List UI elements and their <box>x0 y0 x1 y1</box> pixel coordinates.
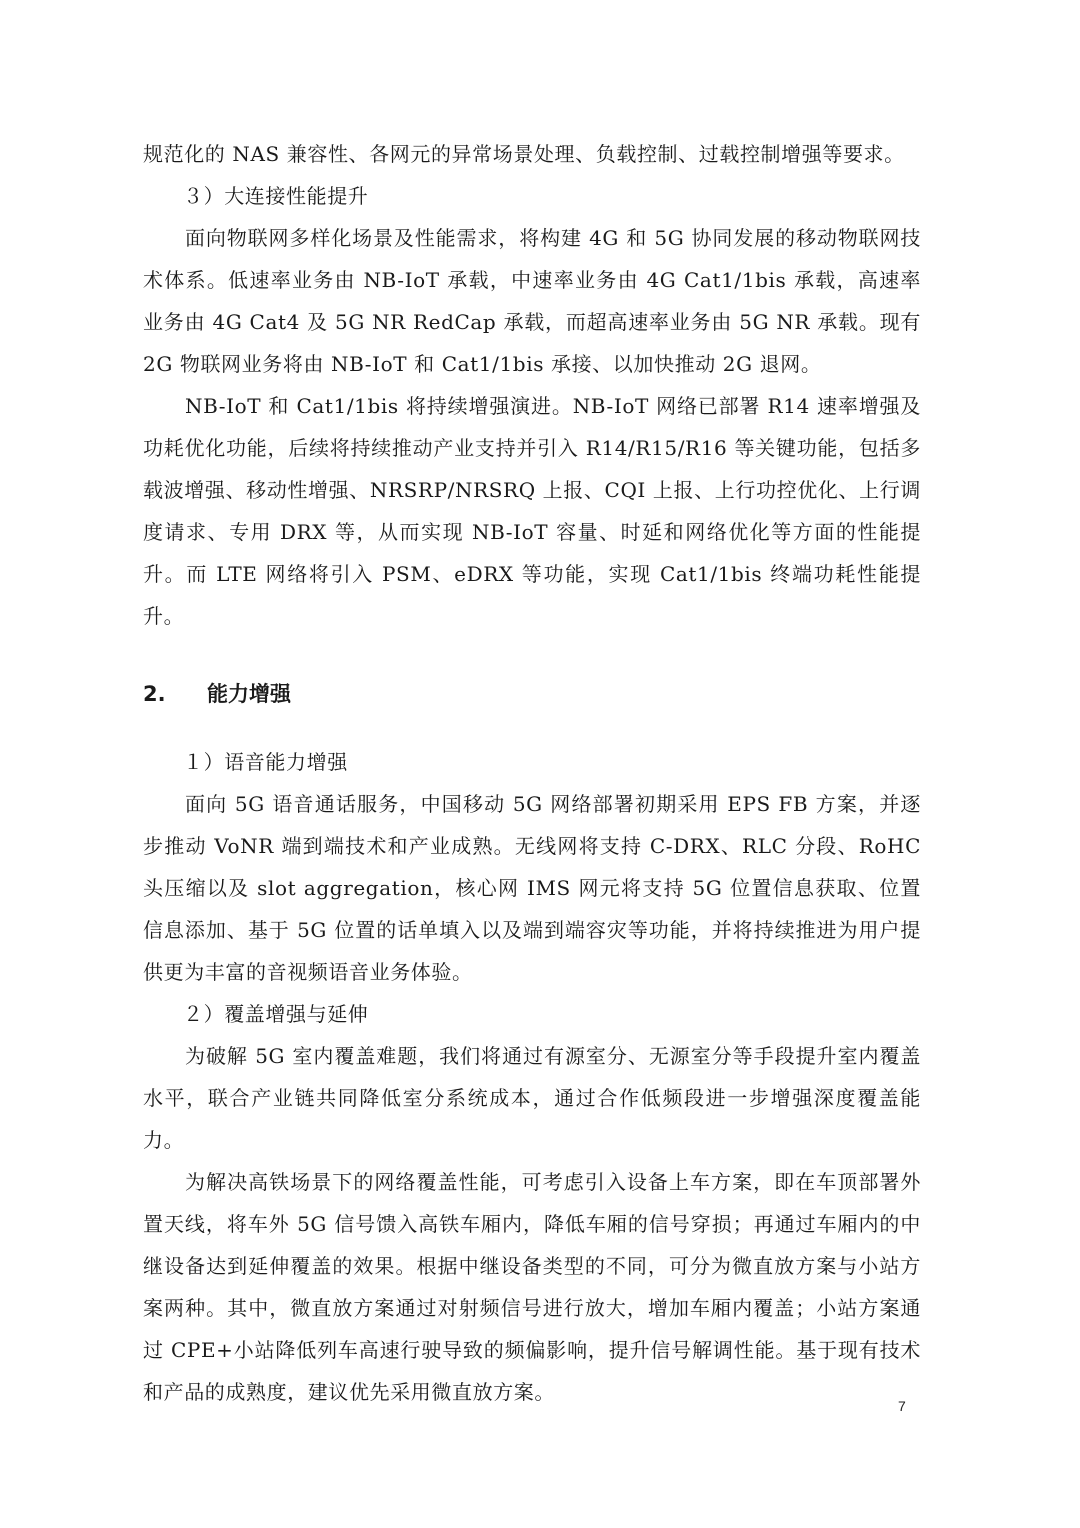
paragraph-indoor-coverage: 为破解 5G 室内覆盖难题，我们将通过有源室分、无源室分等手段提升室内覆盖水平，联合产业链共同降低室分系统成本，通过合作低频段进一步增强深度覆盖能力。 <box>143 1044 921 1152</box>
subheading-voice-capability: １）语音能力增强 <box>183 750 348 774</box>
section-number: 2. <box>143 682 166 706</box>
paragraph-high-speed-rail: 为解决高铁场景下的网络覆盖性能，可考虑引入设备上车方案，即在车顶部署外置天线，将车外 5G 信号馈入高铁车厢内，降低车厢的信号穿损；再通过车厢内的中继设备达到延伸覆盖的效果。根据中继设备类型的不同，可分为微直放方案与小站方案两种。其中，微直放方案通过对射频信号进行放大，增加车厢内覆盖；小站方案通过 CPE+小站降低列车高速行驶导致的频偏影响，提升信号解调性能。基于现有技术和产品的成熟度，建议优先采用微直放方案。 <box>143 1170 921 1404</box>
subheading-massive-connectivity: ３）大连接性能提升 <box>183 184 369 208</box>
paragraph-nbiot-evolution: NB-IoT 和 Cat1/1bis 将持续增强演进。NB-IoT 网络已部署 R14 速率增强及功耗优化功能，后续将持续推动产业支持并引入 R14/R15/R16 等关键功能，包括多载波增强、移动性增强、NRSRP/NRSRQ 上报、CQI 上报、上行功控优化、上行调度请求、专用 DRX 等，从而实现 NB-IoT 容量、时延和网络优化等方面的性能提升。而 LTE 网络将引入 PSM、eDRX 等功能，实现 Cat1/1bis 终端功耗性能提升。 <box>143 394 921 628</box>
page-body <box>143 133 921 1413</box>
subheading-coverage: ２）覆盖增强与延伸 <box>183 1002 369 1026</box>
page-number: 7 <box>898 1398 906 1414</box>
spacer <box>143 715 921 741</box>
section-title: 能力增强 <box>207 682 291 706</box>
paragraph-5g-voice: 面向 5G 语音通话服务，中国移动 5G 网络部署初期采用 EPS FB 方案，并逐步推动 VoNR 端到端技术和产业成熟。无线网将支持 C-DRX、RLC 分段、RoHC 头压缩以及 slot aggregation，核心网 IMS 网元将支持 5G 位置信息获取、位置信息添加、基于 5G 位置的话单填入以及端到端容灾等功能，并将持续推进为用户提供更为丰富的音视频语音业务体验。 <box>143 792 921 984</box>
spacer <box>143 637 921 673</box>
paragraph-iot-system: 面向物联网多样化场景及性能需求，将构建 4G 和 5G 协同发展的移动物联网技术体系。低速率业务由 NB-IoT 承载，中速率业务由 4G Cat1/1bis 承载，高速率业务由 4G Cat4 及 5G NR RedCap 承载，而超高速率业务由 5G NR 承载。现有 2G 物联网业务将由 NB-IoT 和 Cat1/1bis 承接、以加快推动 2G 退网。 <box>143 226 921 376</box>
paragraph-nas-compatibility: 规范化的 NAS 兼容性、各网元的异常场景处理、负载控制、过载控制增强等要求。 <box>143 142 905 166</box>
section-heading-capability <box>143 673 921 715</box>
